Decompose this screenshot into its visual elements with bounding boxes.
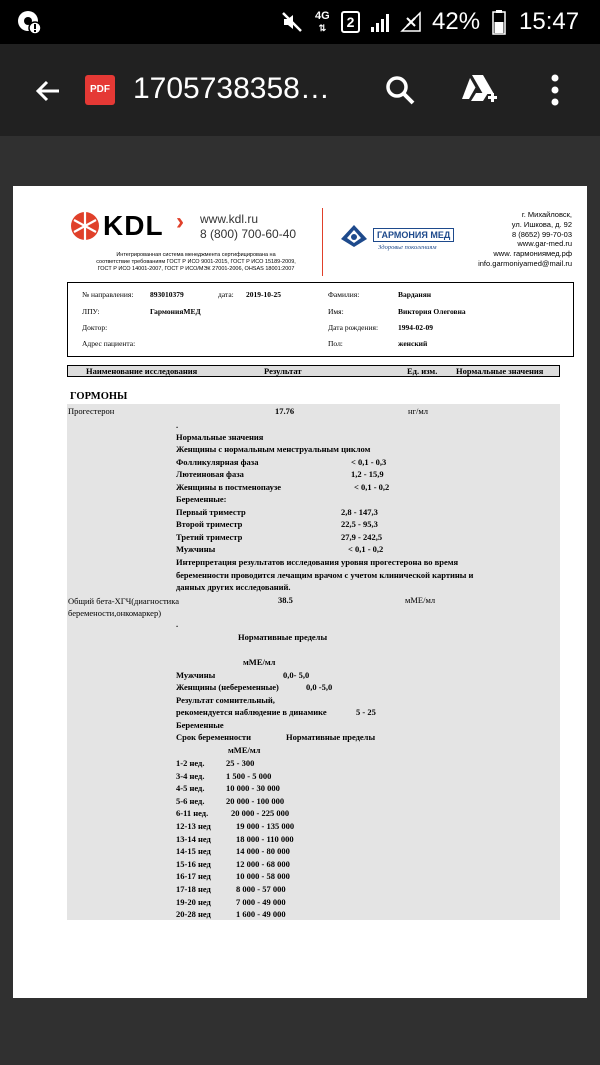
- contact-line: www.gar-med.ru: [517, 239, 572, 249]
- week-term: 16-17 нед: [176, 871, 211, 882]
- week-value: 12 000 - 68 000: [236, 858, 290, 869]
- signal-icon: [369, 0, 393, 44]
- norm-label: Фолликулярная фаза: [176, 457, 259, 467]
- norm-value: < 0,1 - 0,2: [354, 482, 390, 492]
- clinic-contacts: [478, 210, 572, 269]
- week-term: 5-6 нед.: [176, 795, 205, 806]
- clock: 15:47: [519, 8, 580, 35]
- hcg-men-value: 0,0- 5,0: [283, 670, 310, 680]
- interpretation-line: Интерпретация результатов исследования уровня прогестерона во время: [176, 557, 459, 567]
- certification-text: [73, 252, 319, 273]
- week-value: 19 000 - 135 000: [236, 821, 295, 831]
- lab-phone: 8 (800) 700-60-40: [200, 227, 297, 241]
- birth-date: 1994-02-09: [398, 323, 433, 332]
- google-drive-add-icon: [460, 73, 498, 107]
- lab-brand: KDL: [103, 210, 164, 241]
- term-unit: мМЕ/мл: [228, 745, 261, 755]
- trimester-label: Третий триместр: [176, 532, 243, 542]
- week-value: 20 000 - 100 000: [226, 795, 285, 806]
- arrow-back-icon: [32, 76, 62, 106]
- col-unit: Ед. изм.: [407, 366, 438, 376]
- hcg-doubtful-line: рекомендуется наблюдение в динамике: [176, 707, 327, 717]
- table-header: [67, 365, 560, 377]
- trimester-value: 27,9 - 242,5: [341, 532, 383, 542]
- contact-line: г. Михайловск,: [521, 210, 572, 219]
- section-title: ГОРМОНЫ: [70, 391, 128, 402]
- col-name: Наименование исследования: [86, 366, 198, 376]
- week-term: 3-4 нед.: [176, 770, 205, 781]
- norm-subtitle: Женщины с нормальным менструальным циклом: [176, 444, 371, 454]
- signal-empty-icon: [399, 0, 423, 44]
- hcg-name-line: Общий бета-ХГЧ(диагностика: [68, 596, 179, 606]
- week-term: 4-5 нед.: [176, 783, 205, 794]
- referral-date: 2019-10-25: [246, 290, 281, 299]
- week-value: 1 600 - 49 000: [236, 909, 286, 920]
- search-button[interactable]: [384, 74, 416, 106]
- birth-label: Дата рождения:: [328, 323, 379, 332]
- status-bar: [0, 0, 600, 44]
- contact-line: www. гармониямед.рф: [493, 249, 572, 259]
- chrome-notification-icon: [16, 0, 42, 44]
- referral-label: № направления:: [82, 290, 134, 299]
- more-options-button[interactable]: [545, 72, 565, 108]
- trimester-label: Мужчины: [176, 544, 216, 554]
- week-term: 20-28 нед: [176, 909, 211, 920]
- sim-slot-badge: [341, 0, 360, 44]
- week-term: 17-18 нед: [176, 884, 211, 894]
- week-value: 1 500 - 5 000: [226, 770, 272, 781]
- test-value-progesterone: 17.76: [275, 406, 295, 416]
- surname-label: Фамилия:: [328, 290, 360, 299]
- hcg-pregnant-label: Беременные: [176, 720, 224, 730]
- limits-header: Нормативные пределы: [286, 732, 376, 742]
- garmoniya-logo-icon: [337, 223, 371, 249]
- certification-line: ГОСТ Р ИСО 14001-2007, ГОСТ Р ИСО/МЭК 27001-2006, OHSAS 18001:2007: [97, 266, 295, 272]
- week-value: 7 000 - 49 000: [236, 896, 286, 907]
- test-value-hcg: 38.5: [278, 595, 293, 605]
- header-divider: [322, 208, 323, 276]
- mute-icon: [280, 0, 304, 44]
- norm-label: Лютеиновая фаза: [176, 469, 244, 479]
- clinic-slogan: Здоровье поколениям: [378, 244, 437, 251]
- test-unit-hcg: мМЕ/мл: [405, 595, 436, 605]
- week-value: 10 000 - 58 000: [236, 871, 290, 882]
- name-label: Имя:: [328, 307, 344, 316]
- battery-percent: 42%: [432, 8, 481, 35]
- week-value: 14 000 - 80 000: [236, 846, 290, 857]
- norm-title: Нормальные значения: [176, 432, 264, 442]
- contact-line: info.garmoniyamed@mail.ru: [478, 258, 572, 268]
- interpretation-line: беременности проводится лечащим врачом с учетом клинической картины и: [176, 570, 474, 580]
- more-vert-icon: [545, 72, 565, 108]
- referral-number: 893010379: [150, 290, 184, 299]
- hcg-women-value: 0,0 -5,0: [306, 682, 333, 692]
- week-term: 13-14 нед: [176, 833, 211, 844]
- week-term: 6-11 нед.: [176, 808, 209, 819]
- kdl-logo-icon: [70, 211, 100, 241]
- week-value: 10 000 - 30 000: [226, 783, 280, 794]
- pdf-page: [13, 186, 587, 998]
- week-term: 14-15 нед: [176, 846, 211, 857]
- hcg-doubtful-value: 5 - 25: [356, 707, 376, 717]
- week-value: 18 000 - 110 000: [236, 833, 294, 844]
- patient-sex: женский: [398, 339, 428, 348]
- clinic-logo-text: ГАРМОНИЯ МЕД: [373, 228, 454, 242]
- pdf-file-icon: PDF: [85, 75, 115, 105]
- trimester-label: Второй триместр: [176, 519, 243, 529]
- battery-icon: [492, 0, 506, 44]
- pregnant-label: Беременные:: [176, 494, 227, 504]
- norm-value: < 0,1 - 0,3: [351, 457, 387, 467]
- trimester-value: 22,5 - 95,3: [341, 519, 378, 529]
- certification-line: Интегрированная система менеджмента сертифицирована на: [116, 252, 276, 258]
- hcg-doubtful-line: Результат сомнительный,: [176, 695, 275, 705]
- search-icon: [384, 74, 416, 106]
- week-value: 20 000 - 225 000: [231, 808, 290, 819]
- lpu-value: ГармонияМЕД: [150, 307, 201, 316]
- contact-line: ул. Ишкова, д. 92: [511, 219, 572, 229]
- back-button[interactable]: [30, 74, 64, 108]
- hcg-norm-title: Нормативные пределы: [238, 632, 328, 642]
- col-result: Результат: [264, 366, 302, 376]
- sex-label: Пол:: [328, 339, 343, 348]
- patient-surname: Варданян: [398, 290, 432, 299]
- interpretation-line: данных других исследований.: [176, 582, 291, 592]
- test-name-hcg: [68, 595, 179, 619]
- week-term: 19-20 нед: [176, 896, 211, 907]
- test-name-progesterone: Прогестерон: [68, 406, 115, 416]
- week-value: 8 000 - 57 000: [236, 884, 286, 894]
- app-bar: [0, 44, 600, 136]
- hcg-unit-line: мМЕ/мл: [243, 657, 276, 667]
- week-value: 25 - 300: [226, 758, 255, 768]
- date-label: дата:: [218, 290, 234, 299]
- trimester-label: Первый триместр: [176, 507, 246, 517]
- term-header: Срок беременности: [176, 732, 252, 742]
- hcg-men-label: Мужчины: [176, 670, 216, 680]
- lab-website: www.kdl.ru: [200, 212, 259, 226]
- document-title: 1705738358…: [133, 72, 330, 105]
- brand-chevron: ›: [176, 208, 184, 235]
- week-term: 1-2 нед.: [176, 758, 205, 768]
- trimester-value: < 0,1 - 0,2: [348, 544, 384, 554]
- sim-slot: 2: [341, 11, 360, 33]
- col-norm: Нормальные значения: [456, 366, 544, 376]
- certification-line: соответствие требованиям ГОСТ Р ИСО 9001-2015, ГОСТ Р ИСО 15189-2009,: [96, 259, 296, 265]
- test-unit-progesterone: нг/мл: [408, 406, 429, 416]
- separator-dot: .: [176, 420, 179, 430]
- hcg-name-line: беремености,онкомаркер): [68, 608, 162, 618]
- week-term: 12-13 нед: [176, 821, 211, 831]
- network-type: 4G ⇅: [315, 10, 330, 33]
- address-label: Адрес пациента:: [82, 339, 136, 348]
- results-area: [67, 404, 560, 920]
- patient-info-box: [67, 282, 574, 357]
- norm-label: Женщины в постменопаузе: [176, 482, 282, 492]
- add-to-drive-button[interactable]: [460, 73, 498, 107]
- hcg-women-label: Женщины (небеременные): [176, 682, 279, 692]
- lpu-label: ЛПУ:: [82, 307, 100, 316]
- week-term: 15-16 нед: [176, 858, 211, 869]
- norm-value: 1,2 - 15,9: [351, 469, 384, 479]
- separator-dot: .: [176, 619, 179, 629]
- doctor-label: Доктор:: [82, 323, 108, 332]
- contact-line: 8 (8652) 99-70-03: [511, 229, 572, 239]
- patient-name: Виктория Олеговна: [398, 307, 466, 316]
- trimester-value: 2,8 - 147,3: [341, 507, 378, 517]
